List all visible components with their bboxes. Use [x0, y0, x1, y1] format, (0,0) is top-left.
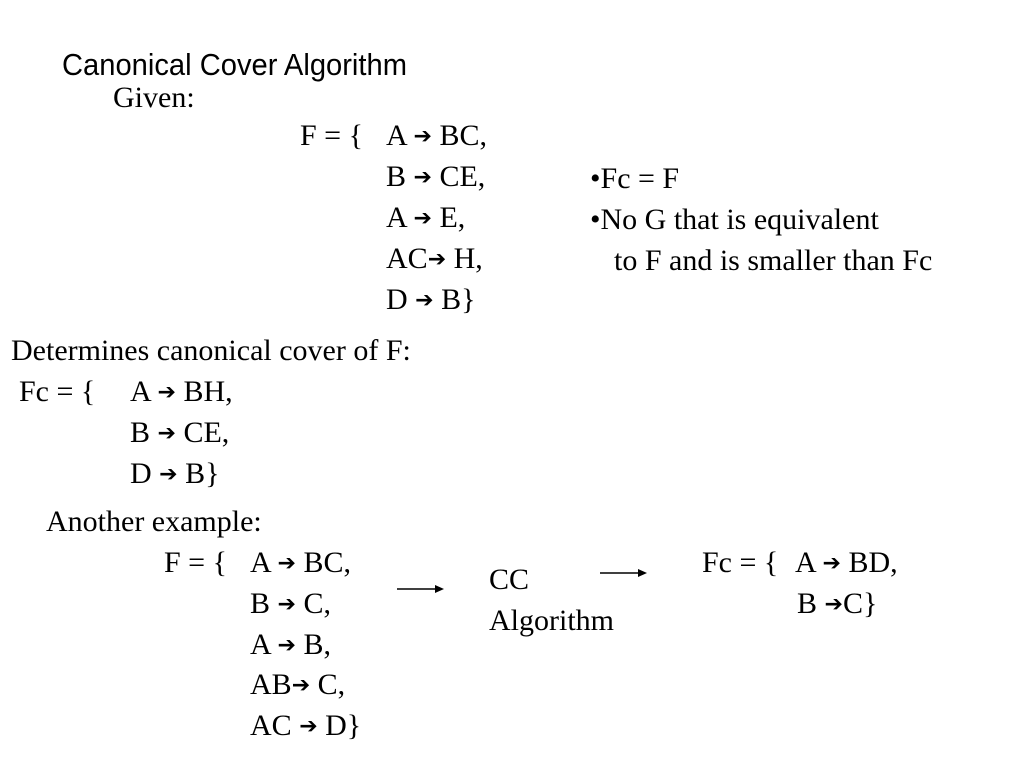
- flow-arrow-right-icon: [600, 567, 648, 579]
- fd-arrow-icon: ➔: [277, 551, 296, 576]
- property-bullet-2: •No G that is equivalent: [590, 203, 879, 236]
- given-fd-2: B ➔ CE,: [386, 160, 486, 193]
- fd-arrow-icon: ➔: [415, 288, 434, 313]
- example-fd-3: A ➔ B,: [250, 628, 331, 661]
- given-fd-5: D ➔ B}: [386, 283, 476, 316]
- result-fd-3: D ➔ B}: [130, 457, 220, 490]
- example-fd-1: A ➔ BC,: [250, 546, 351, 579]
- fd-arrow-icon: ➔: [299, 714, 318, 739]
- result-fd-1: A ➔ BH,: [130, 375, 233, 408]
- fd-arrow-icon: ➔: [822, 551, 841, 576]
- cc-algorithm-label-line1: CC: [489, 563, 530, 596]
- fd-arrow-icon: ➔: [824, 592, 843, 617]
- example-fc-fd-2: B ➔C}: [797, 587, 878, 620]
- given-f-prefix: F = {: [300, 119, 364, 152]
- fd-arrow-icon: ➔: [413, 165, 432, 190]
- fd-arrow-icon: ➔: [159, 462, 178, 487]
- fd-arrow-icon: ➔: [277, 633, 296, 658]
- example-fd-4: AB➔ C,: [250, 668, 346, 701]
- example-fd-2: B ➔ C,: [250, 587, 331, 620]
- example-label: Another example:: [46, 505, 262, 538]
- fd-arrow-icon: ➔: [427, 247, 447, 272]
- example-fc-prefix: Fc = {: [702, 546, 779, 579]
- result-label: Determines canonical cover of F:: [11, 334, 411, 367]
- given-fd-1: A ➔ BC,: [386, 119, 487, 152]
- fd-arrow-icon: ➔: [413, 124, 432, 149]
- given-fd-3: A ➔ E,: [386, 201, 466, 234]
- example-f-prefix: F = {: [164, 546, 228, 579]
- result-fc-prefix: Fc = {: [19, 375, 96, 408]
- flow-arrow-left-icon: [397, 583, 445, 595]
- given-fd-4: AC➔ H,: [386, 242, 483, 275]
- property-bullet-1: •Fc = F: [590, 162, 680, 195]
- example-fd-5: AC ➔ D}: [250, 709, 362, 742]
- cc-algorithm-label-line2: Algorithm: [489, 604, 614, 637]
- example-fc-fd-1: A ➔ BD,: [795, 546, 898, 579]
- given-label: Given:: [113, 81, 195, 114]
- fd-arrow-icon: ➔: [277, 592, 296, 617]
- fd-arrow-icon: ➔: [413, 206, 432, 231]
- fd-arrow-icon: ➔: [157, 421, 176, 446]
- fd-arrow-icon: ➔: [291, 673, 311, 698]
- result-fd-2: B ➔ CE,: [130, 416, 230, 449]
- slide-title: Canonical Cover Algorithm: [62, 47, 407, 82]
- fd-arrow-icon: ➔: [157, 380, 176, 405]
- property-continuation: to F and is smaller than Fc: [614, 244, 933, 277]
